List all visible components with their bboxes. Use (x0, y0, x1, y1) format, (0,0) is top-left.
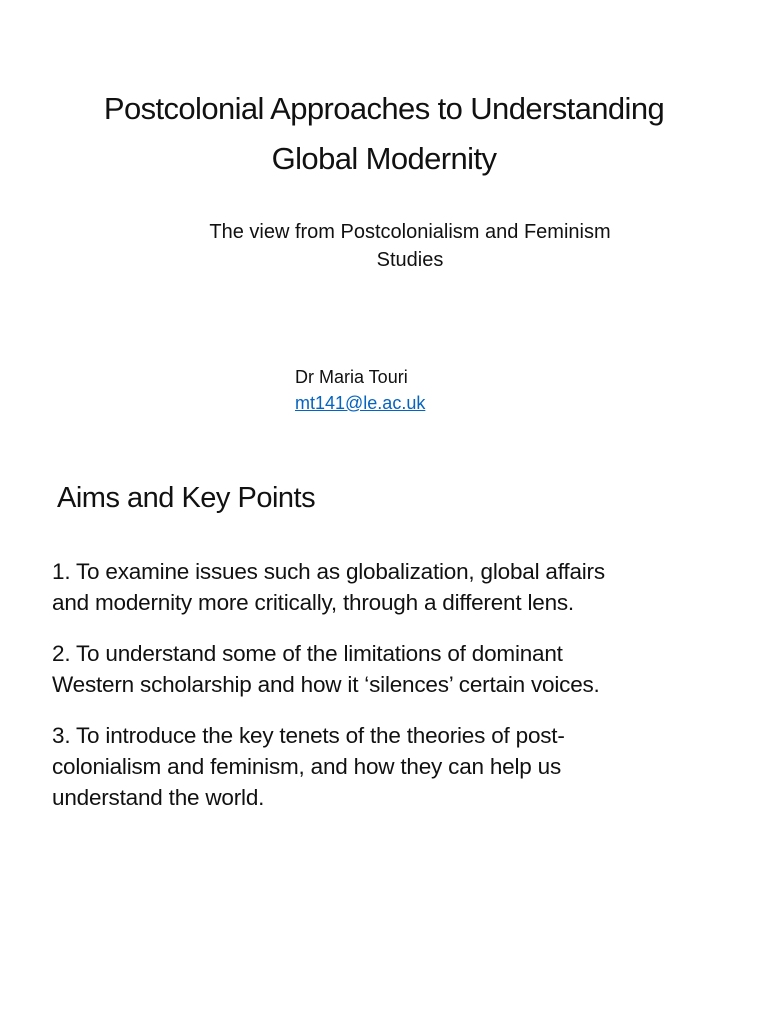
author-email-link[interactable]: mt141@le.ac.uk (295, 393, 426, 413)
aim-1-line-1: 1. To examine issues such as globalization, global affairs (52, 559, 605, 584)
subtitle-line-1: The view from Postcolonialism and Feminism (209, 221, 611, 243)
author-name: Dr Maria Touri (295, 367, 408, 387)
title-line-1: Postcolonial Approaches to Understanding (103, 91, 665, 126)
aim-2-line-1: 2. To understand some of the limitations of dominant (52, 641, 563, 666)
aims-list (52, 556, 742, 833)
aim-3-line-3: understand the world. (52, 785, 265, 810)
aim-item-2 (52, 638, 742, 700)
presentation-title (40, 84, 728, 184)
aim-3-line-2: colonialism and feminism, and how they can help us (52, 754, 562, 779)
subtitle-line-2: Studies (376, 249, 444, 271)
presentation-subtitle (110, 218, 710, 274)
aim-item-1 (52, 556, 742, 618)
aim-3-line-1: 3. To introduce the key tenets of the theories of post- (52, 723, 565, 748)
aims-slide (0, 460, 768, 1024)
title-line-2: Global Modernity (271, 141, 497, 176)
aim-1-line-2: and modernity more critically, through a different lens. (52, 590, 574, 615)
aims-heading: Aims and Key Points (57, 482, 316, 514)
aim-2-line-2: Western scholarship and how it ‘silences’ certain voices. (52, 672, 600, 697)
title-slide (0, 0, 768, 460)
aim-item-3 (52, 720, 742, 813)
